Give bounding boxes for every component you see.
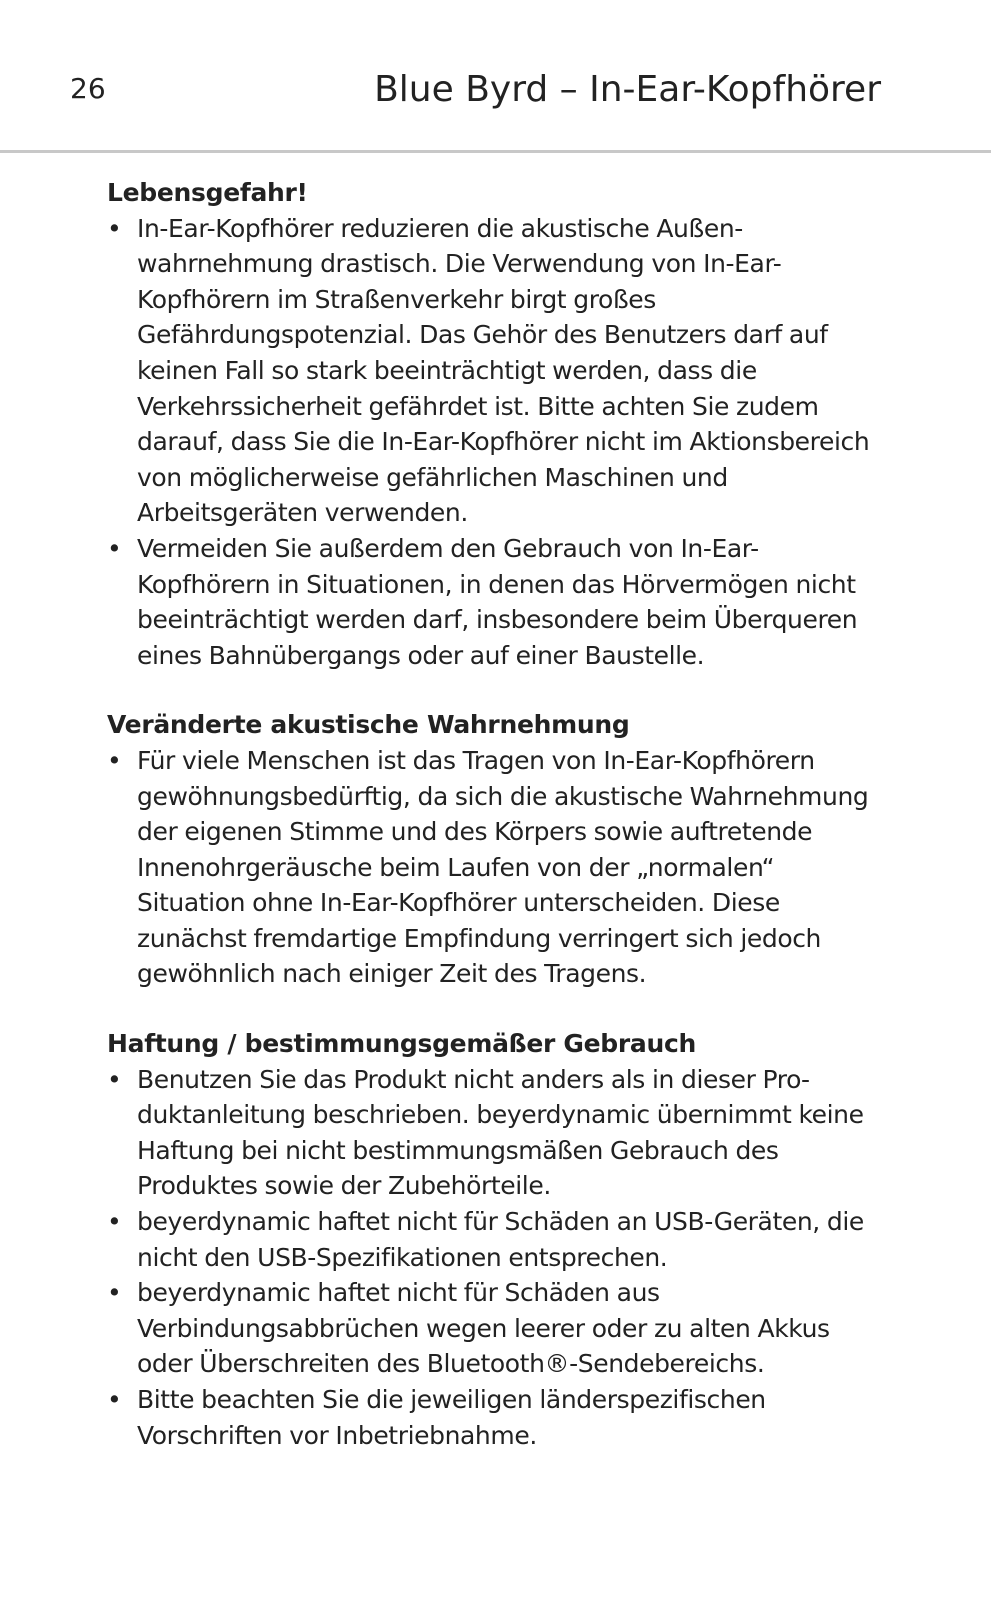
list-item bbox=[107, 1275, 887, 1382]
page-content bbox=[107, 175, 887, 1487]
list-item bbox=[107, 1204, 887, 1275]
list-item bbox=[107, 743, 887, 992]
list-item-text: Für viele Menschen ist das Tragen von In-Ear-Kopfhörern gewöhnungsbedürftig, da sich die akustische Wahrnehmung der eigenen Stimme und des Körpers sowie auftretende Innenohrgeräusche beim Laufen von der „normalen“ Situation ohne In-Ear-Kopfhörer unterscheiden. Diese zunächst fremdartige Empfindung verringert sich jedoch gewöhnlich nach einiger Zeit des Tragens. bbox=[137, 745, 869, 989]
bullet-list bbox=[107, 211, 887, 674]
list-item-text: Vermeiden Sie außerdem den Gebrauch von In-Ear-Kopfhörern in Situationen, in denen das Hörvermögen nicht beeinträchtigt werden darf, insbesondere beim Überqueren eines Bahnübergangs oder auf einer Baustelle. bbox=[137, 533, 858, 670]
bullet-icon: • bbox=[107, 1207, 122, 1237]
bullet-icon: • bbox=[107, 745, 122, 775]
list-item-text: Bitte beachten Sie die jeweiligen länderspezifischen Vorschriften vor Inbetriebnahme. bbox=[137, 1385, 766, 1450]
bullet-list bbox=[107, 743, 887, 992]
section-heading: Lebensgefahr! bbox=[107, 178, 308, 207]
bullet-icon: • bbox=[107, 533, 122, 563]
section-haftung bbox=[107, 1026, 887, 1453]
bullet-icon: • bbox=[107, 1064, 122, 1094]
list-item-text: beyerdynamic haftet nicht für Schäden aus Verbindungsabbrüchen wegen leerer oder zu alten Akkus oder Überschreiten des Bluetooth®-Sendebereichs. bbox=[137, 1278, 830, 1379]
page-number: 26 bbox=[70, 72, 106, 105]
bullet-icon: • bbox=[107, 1278, 122, 1308]
list-item bbox=[107, 211, 887, 531]
list-item-text: In-Ear-Kopfhörer reduzieren die akustische Außenwahrnehmung drastisch. Die Verwendung von In-Ear-Kopfhörern im Straßenverkehr birgt großes Gefährdungspotenzial. Das Gehör des Benutzers darf auf keinen Fall so stark beeinträchtigt werden, dass die Verkehrssicherheit gefährdet ist. Bitte achten Sie zudem darauf, dass Sie die In-Ear-Kopfhörer nicht im Aktionsbereich von möglicherweise gefährlichen Maschinen und Arbeitsgeräten verwenden. bbox=[137, 213, 870, 528]
page-header bbox=[0, 0, 991, 153]
bullet-icon: • bbox=[107, 1385, 122, 1414]
section-heading: Haftung / bestimmungsgemäßer Gebrauch bbox=[107, 1029, 696, 1059]
list-item bbox=[107, 531, 887, 673]
section-lebensgefahr bbox=[107, 175, 887, 673]
list-item-text: Benutzen Sie das Produkt nicht anders als in dieser Produktanleitung beschrieben. beyerdynamic übernimmt keine Haftung bei nicht bestimmungsmäßen Gebrauch des Produktes sowie der Zubehörteile. bbox=[137, 1064, 864, 1201]
section-veraenderte-wahrnehmung bbox=[107, 707, 887, 992]
list-item bbox=[107, 1062, 887, 1204]
running-title: Blue Byrd – In-Ear-Kopfhörer bbox=[374, 69, 881, 110]
list-item bbox=[107, 1382, 887, 1453]
bullet-icon: • bbox=[107, 213, 122, 243]
section-heading: Veränderte akustische Wahrnehmung bbox=[107, 710, 630, 740]
list-item-text: beyerdynamic haftet nicht für Schäden an USB-Geräten, die nicht den USB-Spezifikationen entsprechen. bbox=[137, 1207, 864, 1272]
bullet-list bbox=[107, 1062, 887, 1454]
